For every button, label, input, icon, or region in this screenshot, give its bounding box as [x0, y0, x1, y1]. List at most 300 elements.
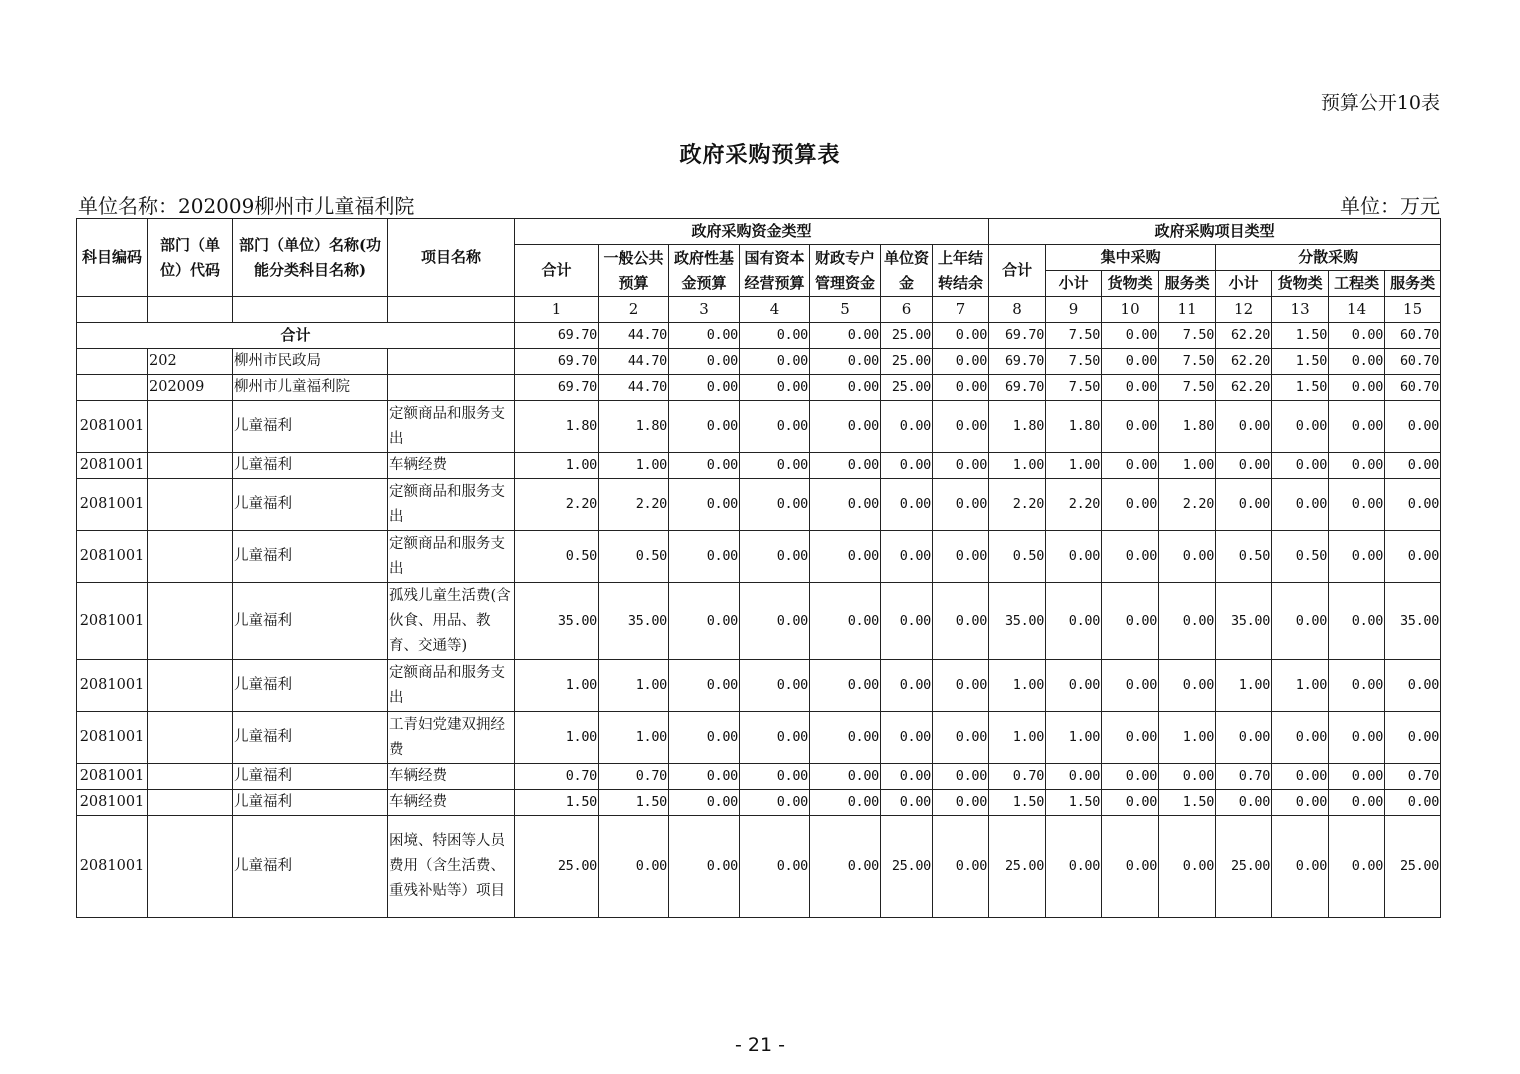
value-cell: 60.70 — [1385, 375, 1441, 401]
value-cell: 60.70 — [1385, 349, 1441, 375]
value-cell: 0.00 — [1102, 531, 1159, 583]
subject-code-cell — [77, 349, 148, 375]
value-cell: 0.00 — [933, 531, 989, 583]
value-cell: 0.00 — [1329, 583, 1385, 660]
value-cell: 1.00 — [989, 660, 1046, 712]
value-cell: 0.00 — [740, 583, 810, 660]
value-cell: 0.00 — [1329, 764, 1385, 790]
column-number: 12 — [1216, 297, 1272, 323]
value-cell: 0.00 — [810, 349, 881, 375]
total-value: 0.00 — [1329, 323, 1385, 349]
value-cell: 0.00 — [740, 531, 810, 583]
value-cell: 1.00 — [1046, 712, 1102, 764]
project-name-cell: 定额商品和服务支出 — [388, 401, 515, 453]
header-centralized: 集中采购 — [1046, 245, 1216, 271]
value-cell: 1.50 — [989, 790, 1046, 816]
value-cell: 0.70 — [1216, 764, 1272, 790]
header-project-total: 合计 — [989, 245, 1046, 297]
column-number: 1 — [515, 297, 599, 323]
value-cell: 0.00 — [1159, 660, 1216, 712]
value-cell: 2.20 — [1159, 479, 1216, 531]
project-name-cell: 车辆经费 — [388, 790, 515, 816]
header-fund-total: 合计 — [515, 245, 599, 297]
table-row — [77, 375, 1441, 401]
value-cell: 0.00 — [1329, 816, 1385, 918]
value-cell: 0.00 — [1329, 660, 1385, 712]
value-cell: 1.00 — [599, 660, 669, 712]
value-cell: 0.50 — [1272, 531, 1329, 583]
value-cell: 0.50 — [599, 531, 669, 583]
value-cell: 1.50 — [1159, 790, 1216, 816]
subject-code-cell: 2081001 — [77, 479, 148, 531]
dept-code-cell — [148, 660, 233, 712]
value-cell: 0.00 — [1159, 764, 1216, 790]
header-dept-name: 部门（单位）名称(功能分类科目名称) — [233, 219, 388, 297]
header-special-fund: 财政专户管理资金 — [810, 245, 881, 297]
value-cell: 0.00 — [1385, 531, 1441, 583]
value-cell: 0.00 — [1329, 401, 1385, 453]
value-cell: 0.00 — [881, 453, 933, 479]
value-cell: 0.00 — [933, 712, 989, 764]
column-number: 10 — [1102, 297, 1159, 323]
dept-name-cell: 儿童福利 — [233, 790, 388, 816]
dept-name-cell: 儿童福利 — [233, 453, 388, 479]
value-cell: 35.00 — [599, 583, 669, 660]
header-decentralized: 分散采购 — [1216, 245, 1441, 271]
value-cell: 0.00 — [810, 479, 881, 531]
value-cell: 0.70 — [1385, 764, 1441, 790]
value-cell: 0.00 — [1329, 349, 1385, 375]
total-value: 0.00 — [740, 323, 810, 349]
value-cell: 0.70 — [989, 764, 1046, 790]
subject-code-cell: 2081001 — [77, 816, 148, 918]
value-cell: 0.00 — [1385, 453, 1441, 479]
value-cell: 0.00 — [740, 790, 810, 816]
value-cell: 1.50 — [599, 790, 669, 816]
value-cell: 25.00 — [881, 349, 933, 375]
dept-code-cell — [148, 764, 233, 790]
column-number: 11 — [1159, 297, 1216, 323]
value-cell: 0.00 — [1102, 660, 1159, 712]
value-cell: 0.50 — [515, 531, 599, 583]
total-label: 合计 — [77, 323, 515, 349]
value-cell: 25.00 — [515, 816, 599, 918]
value-cell: 0.00 — [1385, 660, 1441, 712]
header-unit-fund: 单位资金 — [881, 245, 933, 297]
value-cell: 0.00 — [1102, 479, 1159, 531]
total-row — [77, 323, 1441, 349]
value-cell: 0.00 — [669, 479, 740, 531]
value-cell: 0.00 — [1272, 764, 1329, 790]
subject-code-cell — [77, 375, 148, 401]
project-name-cell: 困境、特困等人员费用（含生活费、重残补贴等）项目 — [388, 816, 515, 918]
subject-code-cell: 2081001 — [77, 583, 148, 660]
value-cell: 7.50 — [1046, 375, 1102, 401]
value-cell: 1.00 — [1272, 660, 1329, 712]
value-cell: 1.80 — [599, 401, 669, 453]
value-cell: 25.00 — [989, 816, 1046, 918]
dept-name-cell: 儿童福利 — [233, 660, 388, 712]
total-value: 0.00 — [810, 323, 881, 349]
value-cell: 0.00 — [740, 375, 810, 401]
value-cell: 0.00 — [933, 583, 989, 660]
total-value: 1.50 — [1272, 323, 1329, 349]
unit-name: 单位名称：202009柳州市儿童福利院 — [78, 194, 415, 218]
value-cell: 1.00 — [1159, 712, 1216, 764]
subject-code-cell: 2081001 — [77, 453, 148, 479]
value-cell: 0.00 — [810, 764, 881, 790]
value-cell: 7.50 — [1046, 349, 1102, 375]
value-cell: 2.20 — [1046, 479, 1102, 531]
total-value: 62.20 — [1216, 323, 1272, 349]
header-carryover: 上年结转结余 — [933, 245, 989, 297]
dept-code-cell — [148, 453, 233, 479]
value-cell: 1.80 — [1046, 401, 1102, 453]
value-cell: 0.00 — [1102, 349, 1159, 375]
value-cell: 0.00 — [810, 790, 881, 816]
table-row — [77, 531, 1441, 583]
value-cell: 0.00 — [669, 790, 740, 816]
value-cell: 0.00 — [1272, 712, 1329, 764]
dept-name-cell: 儿童福利 — [233, 583, 388, 660]
value-cell: 2.20 — [599, 479, 669, 531]
value-cell: 0.00 — [740, 764, 810, 790]
column-number: 13 — [1272, 297, 1329, 323]
column-number: 14 — [1329, 297, 1385, 323]
value-cell: 0.00 — [1216, 479, 1272, 531]
total-value: 69.70 — [989, 323, 1046, 349]
value-cell: 0.00 — [810, 401, 881, 453]
value-cell: 0.00 — [933, 660, 989, 712]
project-name-cell: 孤残儿童生活费(含伙食、用品、教育、交通等) — [388, 583, 515, 660]
column-number: 6 — [881, 297, 933, 323]
value-cell: 2.20 — [515, 479, 599, 531]
table-row — [77, 712, 1441, 764]
project-name-cell — [388, 349, 515, 375]
value-cell: 0.00 — [1046, 660, 1102, 712]
header-project-type-group: 政府采购项目类型 — [989, 219, 1441, 245]
value-cell: 0.00 — [1216, 453, 1272, 479]
value-cell: 1.00 — [1159, 453, 1216, 479]
value-cell: 0.00 — [740, 816, 810, 918]
value-cell: 44.70 — [599, 349, 669, 375]
value-cell: 0.00 — [740, 401, 810, 453]
value-cell: 0.00 — [1272, 453, 1329, 479]
dept-code-cell — [148, 583, 233, 660]
value-cell: 0.00 — [1385, 401, 1441, 453]
table-row — [77, 764, 1441, 790]
header-c-goods: 货物类 — [1102, 271, 1159, 297]
header-c-subtotal: 小计 — [1046, 271, 1102, 297]
value-cell: 25.00 — [881, 816, 933, 918]
header-d-goods: 货物类 — [1272, 271, 1329, 297]
dept-name-cell: 儿童福利 — [233, 712, 388, 764]
header-general-budget: 一般公共预算 — [599, 245, 669, 297]
dept-name-cell: 儿童福利 — [233, 479, 388, 531]
value-cell: 35.00 — [1216, 583, 1272, 660]
header-subject-code: 科目编码 — [77, 219, 148, 297]
page-title: 政府采购预算表 — [679, 142, 841, 168]
value-cell: 0.00 — [1272, 401, 1329, 453]
value-cell: 0.00 — [1159, 531, 1216, 583]
value-cell: 0.00 — [810, 531, 881, 583]
value-cell: 44.70 — [599, 375, 669, 401]
header-dept-code: 部门（单位）代码 — [148, 219, 233, 297]
column-number: 7 — [933, 297, 989, 323]
value-cell: 69.70 — [515, 349, 599, 375]
value-cell: 62.20 — [1216, 349, 1272, 375]
table-row — [77, 401, 1441, 453]
value-cell: 1.80 — [989, 401, 1046, 453]
value-cell: 1.00 — [599, 453, 669, 479]
value-cell: 0.00 — [1159, 583, 1216, 660]
dept-code-cell — [148, 816, 233, 918]
value-cell: 25.00 — [1385, 816, 1441, 918]
procurement-budget-table — [76, 218, 1441, 918]
project-name-cell: 定额商品和服务支出 — [388, 660, 515, 712]
value-cell: 0.00 — [1102, 453, 1159, 479]
subject-code-cell: 2081001 — [77, 660, 148, 712]
table-row — [77, 816, 1441, 918]
dept-code-cell — [148, 401, 233, 453]
value-cell: 25.00 — [881, 375, 933, 401]
total-value: 44.70 — [599, 323, 669, 349]
value-cell: 0.00 — [881, 790, 933, 816]
value-cell: 0.00 — [1329, 479, 1385, 531]
value-cell: 0.00 — [810, 453, 881, 479]
value-cell: 0.00 — [1329, 531, 1385, 583]
total-value: 60.70 — [1385, 323, 1441, 349]
value-cell: 0.00 — [599, 816, 669, 918]
column-number: 9 — [1046, 297, 1102, 323]
value-cell: 0.00 — [1385, 790, 1441, 816]
value-cell: 1.00 — [515, 453, 599, 479]
subject-code-cell: 2081001 — [77, 401, 148, 453]
value-cell: 69.70 — [989, 349, 1046, 375]
value-cell: 0.00 — [740, 712, 810, 764]
dept-name-cell: 儿童福利 — [233, 531, 388, 583]
header-gov-fund: 政府性基金预算 — [669, 245, 740, 297]
value-cell: 0.00 — [669, 375, 740, 401]
value-cell: 7.50 — [1159, 349, 1216, 375]
value-cell: 0.00 — [881, 583, 933, 660]
total-value: 0.00 — [1102, 323, 1159, 349]
value-cell: 0.00 — [933, 401, 989, 453]
value-cell: 0.00 — [1272, 479, 1329, 531]
value-cell: 0.00 — [669, 712, 740, 764]
value-cell: 0.70 — [599, 764, 669, 790]
value-cell: 0.50 — [989, 531, 1046, 583]
dept-name-cell: 儿童福利 — [233, 401, 388, 453]
total-value: 7.50 — [1046, 323, 1102, 349]
value-cell: 0.00 — [933, 479, 989, 531]
value-cell: 1.00 — [989, 453, 1046, 479]
value-cell: 35.00 — [989, 583, 1046, 660]
value-cell: 1.50 — [1272, 349, 1329, 375]
value-cell: 0.00 — [1385, 479, 1441, 531]
value-cell: 0.00 — [1329, 453, 1385, 479]
value-cell: 0.00 — [933, 453, 989, 479]
value-cell: 1.00 — [1046, 453, 1102, 479]
value-cell: 1.50 — [1272, 375, 1329, 401]
value-cell: 0.00 — [881, 764, 933, 790]
value-cell: 0.00 — [740, 453, 810, 479]
column-number: 8 — [989, 297, 1046, 323]
value-cell: 0.00 — [933, 764, 989, 790]
page-number: - 21 - — [735, 1034, 785, 1056]
value-cell: 1.80 — [515, 401, 599, 453]
value-cell: 25.00 — [1216, 816, 1272, 918]
value-cell: 0.00 — [669, 401, 740, 453]
project-name-cell: 定额商品和服务支出 — [388, 531, 515, 583]
table-row — [77, 349, 1441, 375]
total-value: 25.00 — [881, 323, 933, 349]
table-row — [77, 790, 1441, 816]
dept-code-cell: 202 — [148, 349, 233, 375]
value-cell: 0.00 — [1216, 712, 1272, 764]
value-cell: 1.00 — [599, 712, 669, 764]
value-cell: 1.00 — [1216, 660, 1272, 712]
value-cell: 0.00 — [740, 479, 810, 531]
header-state-capital: 国有资本经营预算 — [740, 245, 810, 297]
value-cell: 35.00 — [1385, 583, 1441, 660]
dept-code-cell — [148, 531, 233, 583]
value-cell: 62.20 — [1216, 375, 1272, 401]
value-cell: 0.00 — [1102, 816, 1159, 918]
value-cell: 0.00 — [740, 660, 810, 712]
subject-code-cell: 2081001 — [77, 764, 148, 790]
column-number: 3 — [669, 297, 740, 323]
dept-code-cell: 202009 — [148, 375, 233, 401]
header-fund-type-group: 政府采购资金类型 — [515, 219, 989, 245]
value-cell: 1.80 — [1159, 401, 1216, 453]
value-cell: 0.00 — [1272, 790, 1329, 816]
value-cell: 0.00 — [1102, 583, 1159, 660]
value-cell: 0.00 — [1046, 764, 1102, 790]
column-number: 2 — [599, 297, 669, 323]
value-cell: 69.70 — [515, 375, 599, 401]
header-project-name: 项目名称 — [388, 219, 515, 297]
value-cell: 0.00 — [1102, 401, 1159, 453]
value-cell: 1.00 — [515, 660, 599, 712]
value-cell: 0.00 — [1159, 816, 1216, 918]
value-cell: 0.00 — [881, 660, 933, 712]
value-cell: 0.00 — [1102, 712, 1159, 764]
value-cell: 0.00 — [1046, 816, 1102, 918]
header-d-services: 服务类 — [1385, 271, 1441, 297]
value-cell: 0.00 — [1272, 816, 1329, 918]
column-number: 15 — [1385, 297, 1441, 323]
value-cell: 0.00 — [1046, 531, 1102, 583]
value-cell: 0.00 — [1102, 790, 1159, 816]
project-name-cell: 定额商品和服务支出 — [388, 479, 515, 531]
unit-label: 单位：万元 — [1340, 194, 1440, 218]
value-cell: 2.20 — [989, 479, 1046, 531]
dept-name-cell: 儿童福利 — [233, 764, 388, 790]
value-cell: 0.00 — [933, 790, 989, 816]
project-name-cell — [388, 375, 515, 401]
value-cell: 35.00 — [515, 583, 599, 660]
value-cell: 1.50 — [1046, 790, 1102, 816]
value-cell: 0.00 — [669, 816, 740, 918]
header-d-subtotal: 小计 — [1216, 271, 1272, 297]
value-cell: 0.00 — [1329, 712, 1385, 764]
total-value: 0.00 — [933, 323, 989, 349]
value-cell: 0.00 — [1216, 401, 1272, 453]
value-cell: 1.00 — [515, 712, 599, 764]
value-cell: 0.00 — [1216, 790, 1272, 816]
total-value: 69.70 — [515, 323, 599, 349]
value-cell: 0.00 — [810, 660, 881, 712]
value-cell: 0.00 — [1272, 583, 1329, 660]
value-cell: 0.00 — [1329, 790, 1385, 816]
value-cell: 0.00 — [669, 764, 740, 790]
value-cell: 0.00 — [1102, 375, 1159, 401]
table-row — [77, 660, 1441, 712]
value-cell: 0.00 — [810, 583, 881, 660]
value-cell: 0.00 — [669, 583, 740, 660]
project-name-cell: 车辆经费 — [388, 764, 515, 790]
value-cell: 0.00 — [810, 712, 881, 764]
value-cell: 0.00 — [810, 816, 881, 918]
value-cell: 0.00 — [881, 479, 933, 531]
value-cell: 0.00 — [881, 712, 933, 764]
value-cell: 0.00 — [1385, 712, 1441, 764]
header-c-services: 服务类 — [1159, 271, 1216, 297]
dept-name-cell: 儿童福利 — [233, 816, 388, 918]
value-cell: 0.50 — [1216, 531, 1272, 583]
table-row — [77, 453, 1441, 479]
dept-name-cell: 柳州市儿童福利院 — [233, 375, 388, 401]
subject-code-cell: 2081001 — [77, 531, 148, 583]
value-cell: 0.00 — [933, 816, 989, 918]
value-cell: 1.50 — [515, 790, 599, 816]
value-cell: 1.00 — [989, 712, 1046, 764]
header-d-engineering: 工程类 — [1329, 271, 1385, 297]
value-cell: 7.50 — [1159, 375, 1216, 401]
column-number-row — [77, 297, 1441, 323]
total-value: 0.00 — [669, 323, 740, 349]
value-cell: 0.00 — [740, 349, 810, 375]
value-cell: 69.70 — [989, 375, 1046, 401]
value-cell: 0.00 — [669, 531, 740, 583]
total-value: 7.50 — [1159, 323, 1216, 349]
value-cell: 0.00 — [669, 660, 740, 712]
value-cell: 0.00 — [933, 375, 989, 401]
value-cell: 0.00 — [669, 349, 740, 375]
table-row — [77, 479, 1441, 531]
subject-code-cell: 2081001 — [77, 790, 148, 816]
column-number: 5 — [810, 297, 881, 323]
column-number: 4 — [740, 297, 810, 323]
subject-code-cell: 2081001 — [77, 712, 148, 764]
table-number: 预算公开10表 — [1320, 92, 1440, 114]
value-cell: 0.00 — [933, 349, 989, 375]
value-cell: 0.00 — [1046, 583, 1102, 660]
value-cell: 0.70 — [515, 764, 599, 790]
dept-code-cell — [148, 479, 233, 531]
value-cell: 0.00 — [1329, 375, 1385, 401]
dept-name-cell: 柳州市民政局 — [233, 349, 388, 375]
dept-code-cell — [148, 790, 233, 816]
value-cell: 0.00 — [810, 375, 881, 401]
value-cell: 0.00 — [669, 453, 740, 479]
value-cell: 0.00 — [881, 531, 933, 583]
project-name-cell: 车辆经费 — [388, 453, 515, 479]
value-cell: 0.00 — [1102, 764, 1159, 790]
table-row — [77, 583, 1441, 660]
project-name-cell: 工青妇党建双拥经费 — [388, 712, 515, 764]
